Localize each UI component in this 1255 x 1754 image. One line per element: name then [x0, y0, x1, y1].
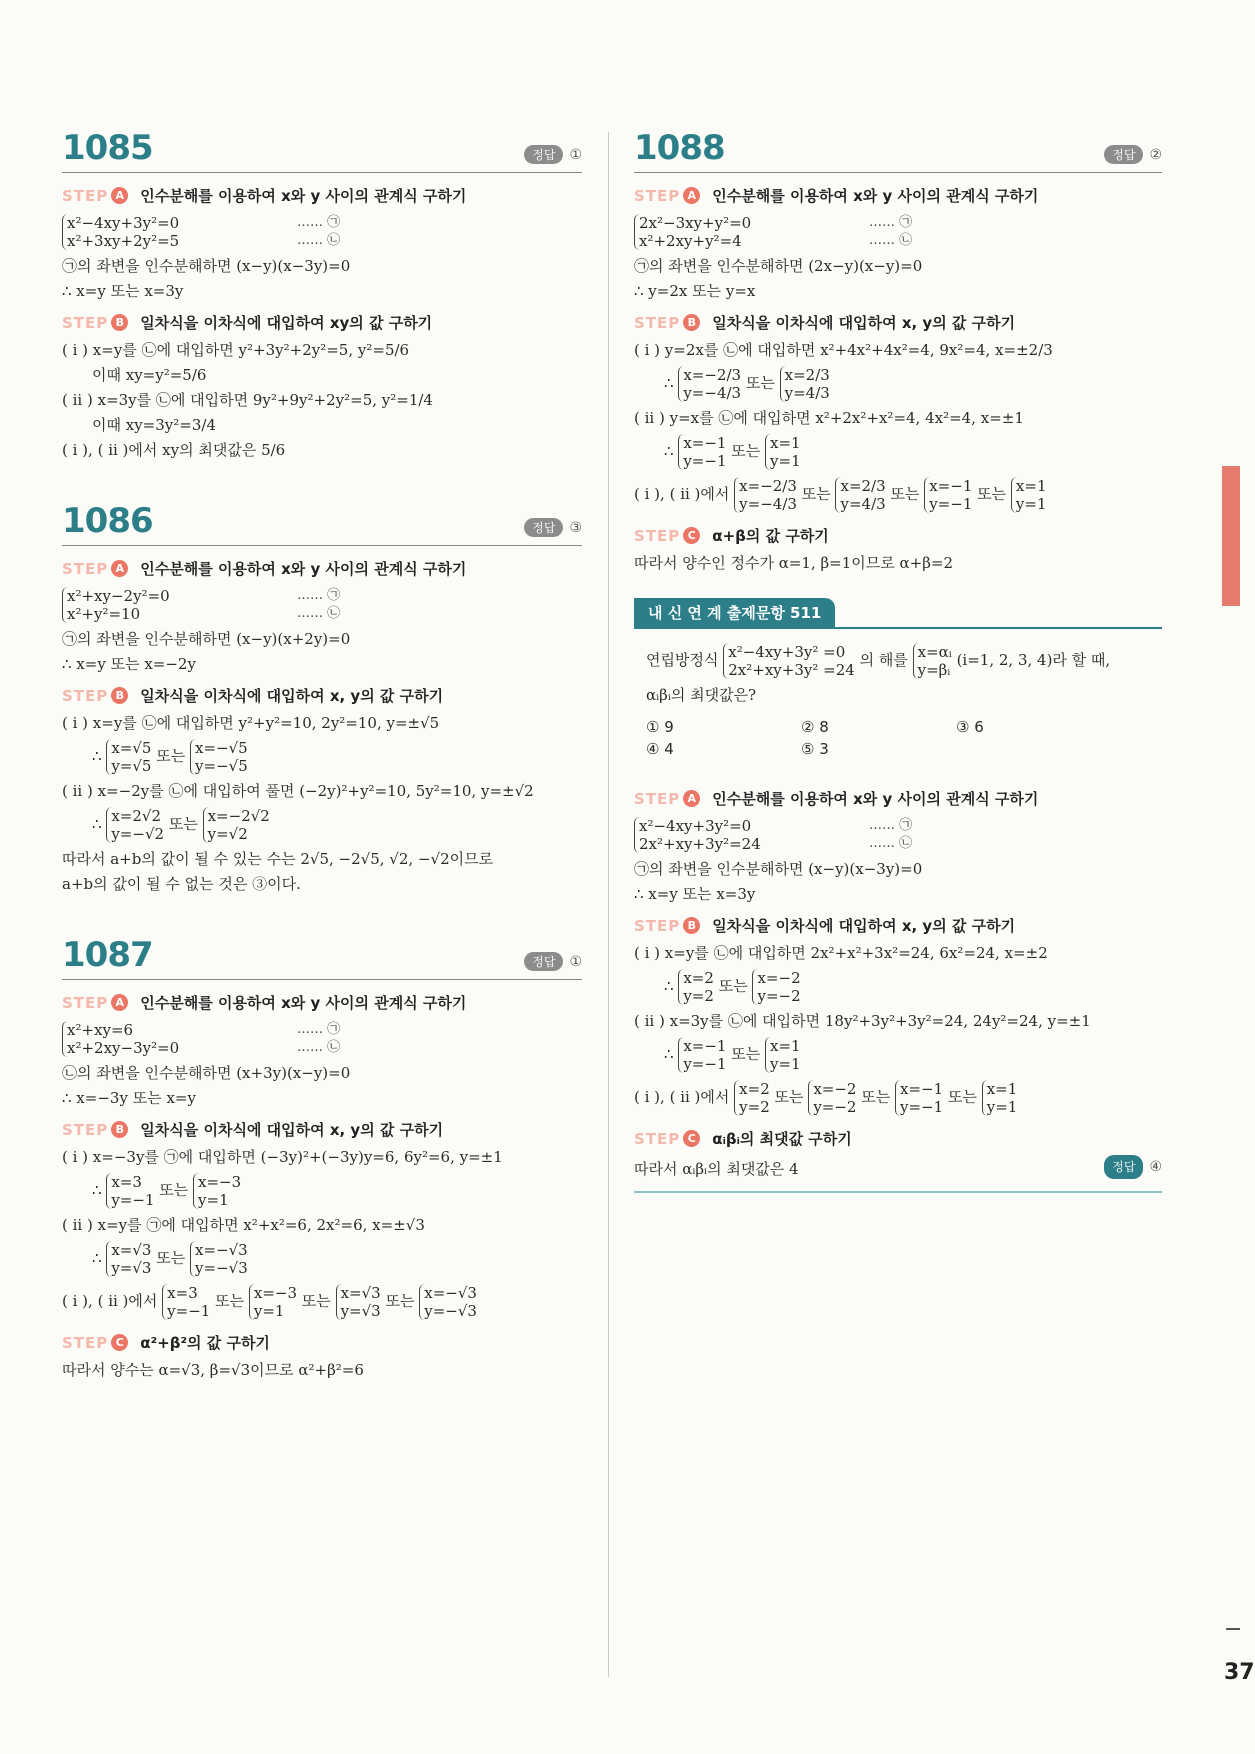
solution: y=−4/3 [739, 495, 797, 513]
step-a [634, 788, 1162, 809]
step-word: STEP [634, 186, 681, 205]
problem-header [62, 501, 582, 546]
text-line: 연립방정식 [646, 651, 719, 669]
step-a [62, 992, 582, 1013]
case-i-solutions [634, 967, 1162, 1007]
solution: x=√3 [340, 1284, 381, 1302]
equation-marker: …… ㉠ [297, 588, 341, 603]
step-letter: B [111, 687, 128, 704]
equation: x²−4xy+3y²=0 [639, 817, 752, 835]
or-word: 또는 [801, 485, 831, 503]
equation-system [634, 212, 1162, 252]
equation-system [62, 585, 582, 625]
or-word: 또는 [718, 977, 748, 995]
step-word: STEP [634, 1129, 681, 1148]
step-letter: C [683, 1130, 700, 1147]
case-i: ( i ) x=−3y를 ㉠에 대입하면 (−3y)²+(−3y)y=6, 6y²=6, y=±1 [62, 1148, 503, 1166]
or-word: 또는 [774, 1088, 804, 1106]
final-answer: 따라서 αᵢβᵢ의 최댓값은 4 [634, 1160, 799, 1178]
solution: y=−4/3 [683, 384, 742, 402]
solution: x=−1 [683, 434, 727, 452]
solution: x=3 [167, 1284, 198, 1302]
step-word: STEP [62, 1333, 109, 1352]
solution: x=−1 [900, 1080, 944, 1098]
solution: x=−2 [813, 1080, 857, 1098]
problem-header [634, 128, 1162, 173]
solution: x=−1 [929, 477, 973, 495]
step-letter: B [683, 917, 700, 934]
solution: x=−√5 [195, 739, 248, 757]
choice: ④ 4 [646, 740, 674, 758]
text-line: ∴ x=y 또는 x=3y [62, 282, 184, 300]
solution: y=1 [986, 1098, 1018, 1116]
equation: 2x²−3xy+y²=0 [639, 214, 752, 232]
text-line: ∴ x=−3y 또는 x=y [62, 1089, 196, 1107]
step-title: 인수분해를 이용하여 x와 y 사이의 관계식 구하기 [712, 790, 1039, 808]
text-line: ∴ x=y 또는 x=−2y [62, 655, 196, 673]
text-line: ( i ), ( ii )에서 [634, 1088, 730, 1106]
step-word: STEP [62, 1120, 109, 1139]
case-i: ( i ) x=y를 ㉡에 대입하면 y²+y²=10, 2y²=10, y=±√5 [62, 714, 440, 732]
case-ii: ( ii ) x=−2y를 ㉡에 대입하여 풀면 (−2y)²+y²=10, 5y²=10, y=±√2 [62, 782, 534, 800]
text-line: ∴ x=y 또는 x=3y [634, 885, 756, 903]
equation-marker: …… ㉡ [297, 1040, 341, 1055]
step-title: α+β의 값 구하기 [712, 527, 829, 545]
text-line: ∴ y=2x 또는 y=x [634, 282, 756, 300]
equation: x²+3xy+2y²=5 [67, 232, 180, 250]
therefore-symbol: ∴ [664, 1045, 674, 1063]
step-letter: A [111, 560, 128, 577]
choice: ① 9 [646, 718, 674, 736]
answer-value: ① [569, 146, 582, 163]
equation-marker: …… ㉠ [297, 215, 341, 230]
case-i-solutions [62, 1171, 582, 1211]
solution: x=1 [1015, 477, 1047, 495]
or-word: 또는 [731, 1045, 761, 1063]
step-title: 인수분해를 이용하여 x와 y 사이의 관계식 구하기 [140, 560, 467, 578]
solution: y=√3 [340, 1302, 381, 1320]
solution: x=−2/3 [683, 366, 742, 384]
answer-value: ④ [1149, 1159, 1162, 1175]
equation: x²+xy=6 [67, 1021, 134, 1039]
equation-marker: …… ㉠ [869, 215, 913, 230]
page-number: 37 [1224, 1660, 1255, 1685]
problem-number: 1086 [62, 501, 153, 541]
or-word: 또는 [745, 374, 775, 392]
solution: x=1 [986, 1080, 1018, 1098]
related-problem-511 [634, 598, 1162, 1193]
solution: x=√5 [111, 739, 152, 757]
solution: x=−2/3 [739, 477, 797, 495]
problem-number: 1087 [62, 935, 153, 975]
step-letter: B [111, 314, 128, 331]
step-c [62, 1332, 582, 1353]
problem-number: 1088 [634, 128, 725, 168]
case-i-solutions [62, 737, 582, 777]
solution: x=−3 [198, 1173, 242, 1191]
solution: y=−√3 [195, 1259, 248, 1277]
solution: y=1 [1015, 495, 1047, 513]
question-line: αᵢβᵢ의 최댓값은? [646, 686, 757, 704]
answer-value: ① [569, 953, 582, 970]
choice: ⑤ 3 [801, 740, 829, 758]
therefore-symbol: ∴ [92, 1181, 102, 1199]
therefore-symbol: ∴ [664, 442, 674, 460]
step-b [634, 915, 1162, 936]
answer-badge: 정답 [524, 952, 563, 971]
step-letter: A [111, 187, 128, 204]
solution: y=−√5 [195, 757, 248, 775]
conclusion: a+b의 값이 될 수 없는 것은 ③이다. [62, 875, 301, 893]
step-title: 일차식을 이차식에 대입하여 x, y의 값 구하기 [712, 917, 1016, 935]
solution: x=2 [683, 969, 714, 987]
case-i-result: 이때 xy=y²=5/6 [92, 366, 207, 384]
or-word: 또는 [977, 485, 1007, 503]
solution: y=−1 [683, 452, 727, 470]
case-ii-solutions [62, 1239, 582, 1279]
problem-1087 [62, 935, 582, 1381]
case-i: ( i ) y=2x를 ㉡에 대입하면 x²+4x²+4x²=4, 9x²=4, x=±2/3 [634, 341, 1053, 359]
answer-badge: 정답 [524, 145, 563, 164]
solution: y=−2 [757, 987, 801, 1005]
text-line: 의 해를 [859, 651, 908, 669]
solution: y=−1 [900, 1098, 944, 1116]
solution: y=√2 [207, 825, 248, 843]
equation-system [634, 815, 1162, 855]
or-word: 또는 [168, 815, 198, 833]
solution: x=2/3 [840, 477, 886, 495]
solution: y=1 [770, 1055, 801, 1073]
step-title: αᵢβᵢ의 최댓값 구하기 [712, 1130, 852, 1148]
step-b [62, 312, 582, 333]
step-word: STEP [62, 313, 109, 332]
answer-value: ③ [569, 519, 582, 536]
equation: x²+xy−2y²=0 [67, 587, 170, 605]
step-a [62, 558, 582, 579]
step-c [634, 1128, 1162, 1149]
solution: y=4/3 [784, 384, 830, 402]
solution: y=1 [253, 1302, 285, 1320]
step-title: 일차식을 이차식에 대입하여 x, y의 값 구하기 [712, 314, 1016, 332]
step-word: STEP [634, 916, 681, 935]
step-title: 일차식을 이차식에 대입하여 x, y의 값 구하기 [140, 1121, 444, 1139]
solution: y=−√3 [424, 1302, 477, 1320]
solution: x=1 [770, 434, 801, 452]
solution: y=4/3 [840, 495, 886, 513]
solution: y=1 [770, 452, 801, 470]
case-ii-solutions [62, 805, 582, 845]
equation-marker: …… ㉡ [297, 606, 341, 621]
step-title: 인수분해를 이용하여 x와 y 사이의 관계식 구하기 [712, 187, 1039, 205]
solution: y=2 [683, 987, 714, 1005]
solution: x=−√3 [424, 1284, 477, 1302]
or-word: 또는 [156, 747, 186, 765]
solution: y=2 [739, 1098, 770, 1116]
text-line: ㉠의 좌변을 인수분해하면 (2x−y)(x−y)=0 [634, 257, 923, 275]
solution: y=−1 [111, 1191, 155, 1209]
solution: x=3 [111, 1173, 142, 1191]
step-letter: C [111, 1334, 128, 1351]
step-word: STEP [62, 993, 109, 1012]
step-word: STEP [62, 186, 109, 205]
or-word: 또는 [890, 485, 920, 503]
step-letter: A [683, 790, 700, 807]
case-i-solutions [634, 364, 1162, 404]
solution: x=−1 [683, 1037, 727, 1055]
or-word: 또는 [215, 1292, 245, 1310]
text-line: ㉠의 좌변을 인수분해하면 (x−y)(x+2y)=0 [62, 630, 351, 648]
or-word: 또는 [156, 1249, 186, 1267]
callout-tab: 내 신 연 계 출제문항 511 [634, 598, 835, 627]
callout-end-rule [634, 1191, 1162, 1193]
equation: 2x²+xy+3y²=24 [639, 835, 761, 853]
equation: x²−4xy+3y²=0 [67, 214, 180, 232]
equation: 2x²+xy+3y² =24 [728, 661, 855, 679]
solution: y=−1 [683, 1055, 727, 1073]
case-ii: ( ii ) x=3y를 ㉡에 대입하면 9y²+9y²+2y²=5, y²=1/4 [62, 391, 433, 409]
solution: x=√3 [111, 1241, 152, 1259]
step-letter: A [683, 187, 700, 204]
text-line: ㉡의 좌변을 인수분해하면 (x+3y)(x−y)=0 [62, 1064, 351, 1082]
solution: y=√3 [111, 1259, 152, 1277]
solution: x=−√3 [195, 1241, 248, 1259]
problem-1088 [634, 128, 1162, 574]
equation: x²+2xy−3y²=0 [67, 1039, 180, 1057]
left-column [62, 128, 582, 1384]
or-word: 또는 [947, 1088, 977, 1106]
equation-system [62, 1019, 582, 1059]
problem-header [62, 128, 582, 173]
combined-solutions [62, 1282, 582, 1322]
solution: x=2 [739, 1080, 770, 1098]
step-b [634, 312, 1162, 333]
final-answer: 따라서 양수인 정수가 α=1, β=1이므로 α+β=2 [634, 554, 953, 572]
case-ii-solutions [634, 1035, 1162, 1075]
or-word: 또는 [159, 1181, 189, 1199]
case-ii: ( ii ) x=3y를 ㉡에 대입하면 18y²+3y²+3y²=24, 24y²=24, y=±1 [634, 1012, 1091, 1030]
equation-system [62, 212, 582, 252]
therefore-symbol: ∴ [664, 977, 674, 995]
step-b [62, 1119, 582, 1140]
step-letter: B [111, 1121, 128, 1138]
step-letter: B [683, 314, 700, 331]
text-line: ㉠의 좌변을 인수분해하면 (x−y)(x−3y)=0 [62, 257, 351, 275]
problem-number: 1085 [62, 128, 153, 168]
solution: y=1 [198, 1191, 229, 1209]
right-column [634, 128, 1162, 1193]
equation: x²+y²=10 [67, 605, 141, 623]
text-line: (i=1, 2, 3, 4)라 할 때, [956, 651, 1111, 669]
equation-marker: …… ㉠ [869, 818, 913, 833]
therefore-symbol: ∴ [92, 747, 102, 765]
step-word: STEP [62, 559, 109, 578]
equation: x²−4xy+3y² =0 [728, 643, 846, 661]
problem-header [62, 935, 582, 980]
choice: ② 8 [801, 718, 829, 736]
solution: x=−3 [253, 1284, 298, 1302]
chapter-side-tab [1222, 466, 1240, 606]
step-word: STEP [634, 526, 681, 545]
choice: ③ 6 [956, 718, 984, 736]
step-letter: C [683, 527, 700, 544]
problem-1085 [62, 128, 582, 461]
step-word: STEP [634, 313, 681, 332]
step-title: 일차식을 이차식에 대입하여 x, y의 값 구하기 [140, 687, 444, 705]
case-i: ( i ) x=y를 ㉡에 대입하면 2x²+x²+3x²=24, 6x²=24, x=±2 [634, 944, 1048, 962]
solution: y=−√2 [111, 825, 165, 843]
step-title: α²+β²의 값 구하기 [140, 1334, 270, 1352]
text-line: ( i ), ( ii )에서 [62, 1292, 158, 1310]
equation-marker: …… ㉡ [869, 233, 913, 248]
answer-badge: 정답 [524, 518, 563, 537]
case-ii: ( ii ) x=y를 ㉠에 대입하면 x²+x²=6, 2x²=6, x=±√3 [62, 1216, 425, 1234]
case-i: ( i ) x=y를 ㉡에 대입하면 y²+3y²+2y²=5, y²=5/6 [62, 341, 410, 359]
solution: y=−2 [813, 1098, 857, 1116]
final-row [634, 1155, 1162, 1183]
equation-marker: …… ㉡ [297, 233, 341, 248]
step-letter: A [111, 994, 128, 1011]
solution: x=2√2 [111, 807, 162, 825]
solution: x=−2 [757, 969, 801, 987]
answer-badge: 정답 [1104, 145, 1143, 164]
answer-value: ② [1149, 146, 1162, 163]
step-title: 인수분해를 이용하여 x와 y 사이의 관계식 구하기 [140, 187, 467, 205]
therefore-symbol: ∴ [92, 1249, 102, 1267]
step-word: STEP [62, 686, 109, 705]
solution: y=−1 [929, 495, 973, 513]
or-word: 또는 [861, 1088, 891, 1106]
solution: x=−2√2 [207, 807, 270, 825]
conclusion: 따라서 a+b의 값이 될 수 있는 수는 2√5, −2√5, √2, −√2이므로 [62, 850, 494, 868]
equation: x=αᵢ [917, 643, 952, 661]
text-line: ( i ), ( ii )에서 [634, 485, 730, 503]
step-c [634, 525, 1162, 546]
combined-solutions [634, 1078, 1162, 1118]
final-answer: 따라서 양수는 α=√3, β=√3이므로 α²+β²=6 [62, 1361, 364, 1379]
equation: x²+2xy+y²=4 [639, 232, 742, 250]
combined-solutions [634, 475, 1162, 515]
case-ii-result: 이때 xy=3y²=3/4 [92, 416, 216, 434]
solution: x=1 [770, 1037, 801, 1055]
callout-rule [634, 627, 1162, 629]
or-word: 또는 [731, 442, 761, 460]
answer-badge: 정답 [1104, 1155, 1143, 1179]
solution: y=−1 [167, 1302, 211, 1320]
page-rule [1226, 1628, 1240, 1630]
step-a [62, 185, 582, 206]
therefore-symbol: ∴ [664, 374, 674, 392]
step-a [634, 185, 1162, 206]
step-word: STEP [634, 789, 681, 808]
case-ii-solutions [634, 432, 1162, 472]
question [634, 641, 1162, 681]
equation-marker: …… ㉡ [869, 836, 913, 851]
equation: y=βᵢ [917, 661, 951, 679]
or-word: 또는 [301, 1292, 331, 1310]
step-b [62, 685, 582, 706]
solution: y=√5 [111, 757, 152, 775]
conclusion: ( i ), ( ii )에서 xy의 최댓값은 5/6 [62, 441, 286, 459]
step-title: 인수분해를 이용하여 x와 y 사이의 관계식 구하기 [140, 994, 467, 1012]
step-title: 일차식을 이차식에 대입하여 xy의 값 구하기 [140, 314, 433, 332]
equation-marker: …… ㉠ [297, 1022, 341, 1037]
case-ii: ( ii ) y=x를 ㉡에 대입하면 x²+2x²+x²=4, 4x²=4, x=±1 [634, 409, 1024, 427]
choices [646, 718, 1162, 758]
problem-1086 [62, 501, 582, 895]
or-word: 또는 [385, 1292, 415, 1310]
column-divider [608, 132, 609, 1677]
text-line: ㉠의 좌변을 인수분해하면 (x−y)(x−3y)=0 [634, 860, 923, 878]
solution: x=2/3 [784, 366, 830, 384]
therefore-symbol: ∴ [92, 815, 102, 833]
